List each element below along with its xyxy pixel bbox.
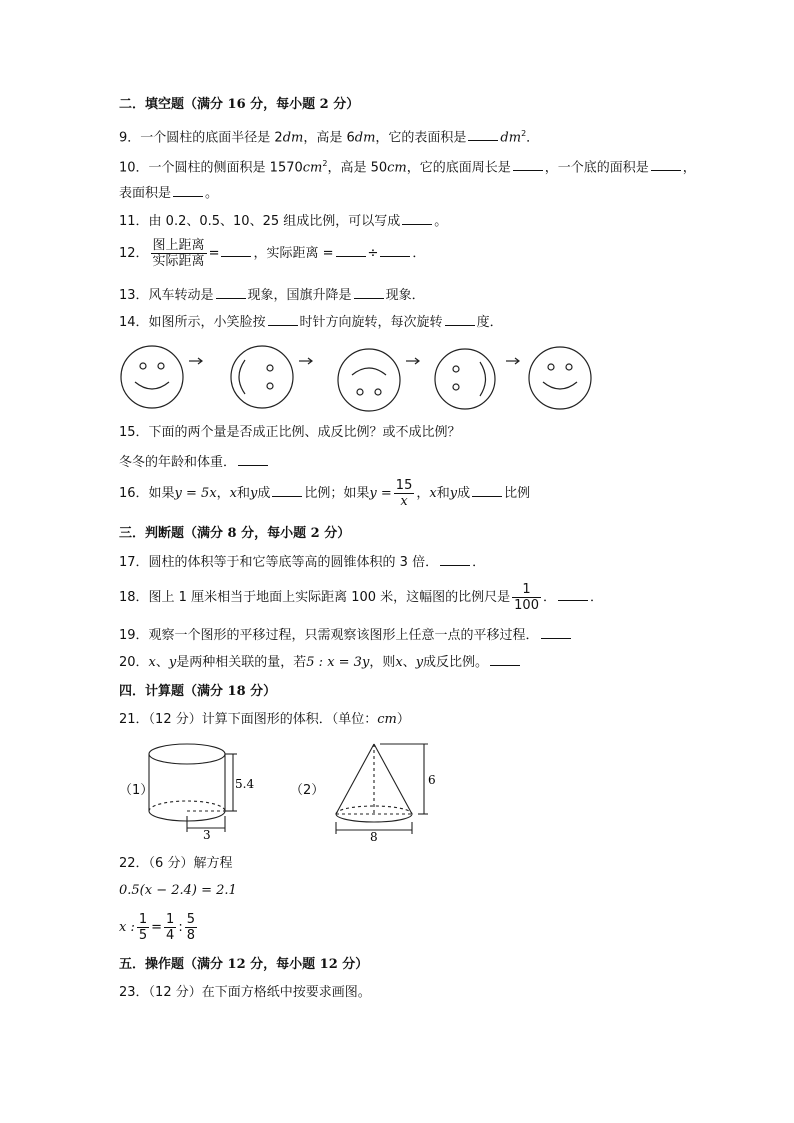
eye-icon bbox=[357, 389, 363, 395]
question-15: 15．下面的两个量是否成正比例、成反比例？或不成比例？ bbox=[119, 425, 461, 440]
answer-blank[interactable] bbox=[336, 244, 366, 257]
section-3-title: 三．判断题（满分 8 分，每小题 2 分） bbox=[119, 526, 351, 541]
mouth-icon bbox=[239, 360, 245, 394]
question-14: 14．如图所示，小笑脸按 时针方向旋转，每次旋转 度． bbox=[119, 315, 503, 330]
question-12: 12． $\frac{\text{图上距离}}{\text{实际距离}}$ = ，实际距离 = ÷ ． bbox=[119, 238, 426, 269]
fraction: $\frac{5}{8}$ bbox=[186, 912, 195, 943]
answer-blank[interactable] bbox=[541, 626, 571, 639]
answer-blank[interactable] bbox=[238, 453, 268, 466]
smiley-rotation-figure bbox=[115, 340, 615, 416]
mouth-icon bbox=[352, 368, 386, 375]
fraction: $\frac{15}{x}$ bbox=[395, 478, 413, 509]
cone-diameter-label: 8 bbox=[370, 830, 378, 842]
equation-2: x : $\frac{1}{5}$ = $\frac{1}{4}$ : $\frac{5}{8}$ bbox=[119, 912, 195, 943]
section-2-title: 二．填空题（满分 16 分，每小题 2 分） bbox=[119, 97, 360, 112]
question-15-line2: 冬冬的年龄和体重． bbox=[119, 453, 270, 472]
answer-blank[interactable] bbox=[402, 212, 432, 225]
eye-icon bbox=[375, 389, 381, 395]
figure-label-1: （1） bbox=[119, 783, 154, 798]
answer-blank[interactable] bbox=[558, 588, 588, 601]
answer-blank[interactable] bbox=[216, 286, 246, 299]
fraction: $\frac{\text{图上距离}}{\text{实际距离}}$ bbox=[152, 238, 205, 269]
smiley-face-5 bbox=[529, 347, 591, 409]
cylinder-figure bbox=[145, 740, 265, 840]
answer-blank[interactable] bbox=[490, 653, 520, 666]
fraction: $\frac{1}{100}$ bbox=[514, 582, 539, 613]
smiley-face-3 bbox=[338, 349, 400, 411]
answer-blank[interactable] bbox=[651, 158, 681, 171]
eye-icon bbox=[566, 364, 572, 370]
smiley-face-1 bbox=[121, 346, 183, 408]
eye-icon bbox=[267, 365, 273, 371]
section-5-title: 五．操作题（满分 12 分，每小题 12 分） bbox=[119, 957, 369, 972]
answer-blank[interactable] bbox=[513, 158, 543, 171]
question-21: 21．（12 分）计算下面图形的体积．（单位：cm） bbox=[119, 712, 410, 727]
answer-blank[interactable] bbox=[445, 313, 475, 326]
question-17: 17．圆柱的体积等于和它等底等高的圆锥体积的 3 倍． ． bbox=[119, 555, 486, 570]
question-19: 19．观察一个图形的平移过程，只需观察该图形上任意一点的平移过程． bbox=[119, 626, 573, 645]
section-4-title: 四．计算题（满分 18 分） bbox=[119, 684, 277, 699]
question-20: 20．x、y是两种相关联的量，若5 : x = 3y，则x、y成反比例。 bbox=[119, 653, 522, 672]
question-22: 22．（6 分）解方程 bbox=[119, 856, 233, 871]
cone-height-label: 6 bbox=[428, 773, 436, 787]
answer-blank[interactable] bbox=[440, 553, 470, 566]
eye-icon bbox=[453, 384, 459, 390]
question-13: 13．风车转动是 现象，国旗升降是 现象． bbox=[119, 288, 425, 303]
answer-blank[interactable] bbox=[268, 313, 298, 326]
answer-blank[interactable] bbox=[173, 184, 203, 197]
question-16: 16．如果y = 5x，x和y成 比例；如果y = $\frac{15}{x}$ ，x和y成 比例 bbox=[119, 478, 531, 509]
equation-1: 0.5(x − 2.4) = 2.1 bbox=[119, 883, 237, 898]
fraction: $\frac{1}{5}$ bbox=[138, 912, 148, 943]
eye-icon bbox=[548, 364, 554, 370]
mouth-icon bbox=[135, 382, 169, 389]
question-10: 10．一个圆柱的侧面积是 $1570cm^2$，高是 50cm，它的底面周长是 ，一个底的面积是 ， bbox=[119, 159, 696, 176]
cylinder-height-label: 5.4 bbox=[235, 777, 255, 791]
smiley-face-2 bbox=[231, 346, 293, 408]
answer-blank[interactable] bbox=[380, 244, 410, 257]
eye-icon bbox=[267, 383, 273, 389]
cone-figure bbox=[330, 740, 440, 842]
question-10-line2: 表面积是 。 bbox=[119, 186, 219, 201]
question-23: 23．（12 分）在下面方格纸中按要求画图。 bbox=[119, 985, 371, 1000]
question-18: 18．图上 1 厘米相当于地面上实际距离 100 米，这幅图的比例尺是 $\frac{1}{100}$ ． ． bbox=[119, 582, 604, 613]
answer-blank[interactable] bbox=[472, 484, 502, 497]
fraction: $\frac{1}{4}$ bbox=[166, 912, 175, 943]
figure-label-2: （2） bbox=[290, 783, 325, 798]
answer-blank[interactable] bbox=[354, 286, 384, 299]
answer-blank[interactable] bbox=[221, 244, 251, 257]
eye-icon bbox=[140, 363, 146, 369]
eye-icon bbox=[453, 366, 459, 372]
eye-icon bbox=[158, 363, 164, 369]
question-9: 9．一个圆柱的底面半径是 2dm，高是 6dm，它的表面积是 $dm^2$． bbox=[119, 129, 540, 146]
cylinder-radius-label: 3 bbox=[203, 828, 211, 840]
mouth-icon bbox=[480, 362, 486, 396]
mouth-icon bbox=[543, 382, 577, 389]
question-11: 11．由 0.2、0.5、10、25 组成比例，可以写成 。 bbox=[119, 214, 448, 229]
answer-blank[interactable] bbox=[468, 128, 498, 141]
answer-blank[interactable] bbox=[272, 484, 302, 497]
